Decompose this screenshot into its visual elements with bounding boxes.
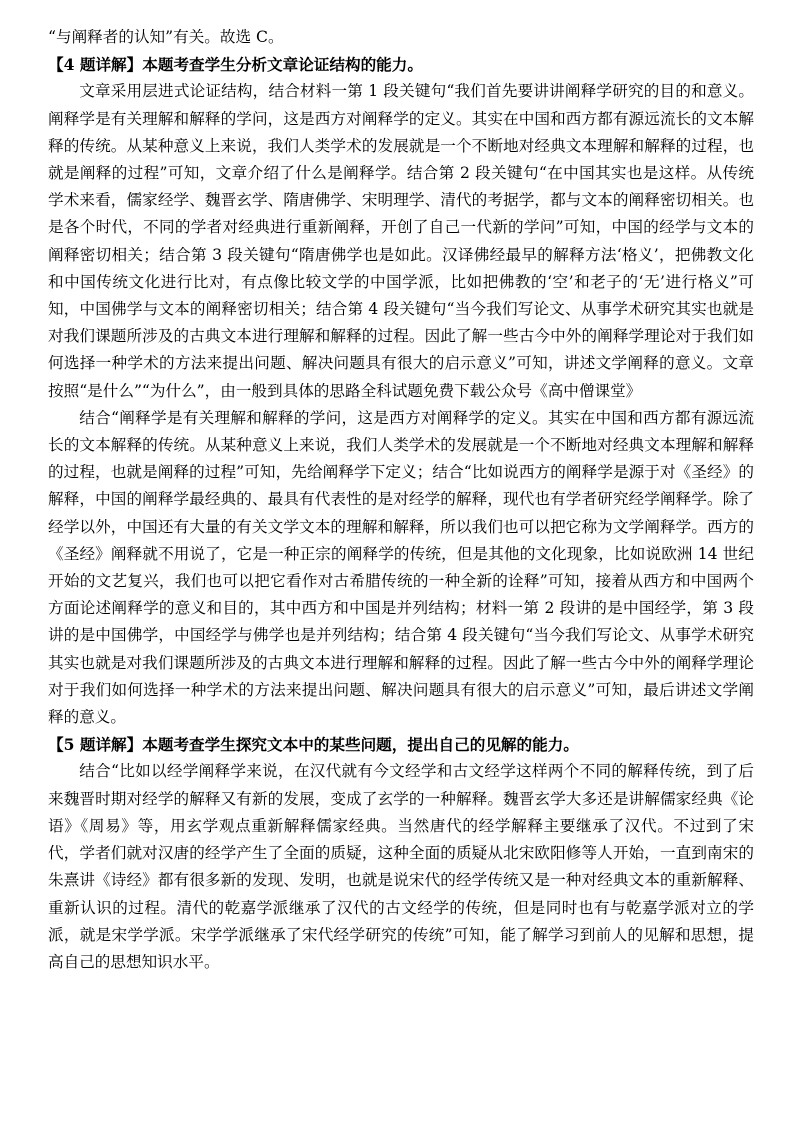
paragraph-q4-analysis-1: 文章采用层进式论证结构，结合材料一第 1 段关键句“我们首先要讲讲阐释学研究的目的和意义。阐释学是有关理解和解释的学问，这是西方对阐释学的定义。其实在中国和西方都有源远流长的文本解释的传统。从某种意义上来说，我们人类学术的发展就是一个不断地对经典文本理解和解释的过程，也就是阐释的过程”可知，文章介绍了什么是阐释学。结合第 2 段关键句“在中国其实也是这样。从传统学术来看，儒家经学、魏晋玄学、隋唐佛学、宋明理学、清代的考据学，都与文本的阐释密切相关。也是各个时代，不同的学者对经典进行重新阐释，开创了自己一代新的学问”可知，中国的经学与文本的阐释密切相关；结合第 3 段关键句“隋唐佛学也是如此。汉译佛经最早的解释方法‘格义’，把佛教文化和中国传统文化进行比对，有点像比较文学的中国学派，比如把佛教的‘空’和老子的‘无’进行格义”可知，中国佛学与文本的阐释密切相关；结合第 4 段关键句“当今我们写论文、从事学术研究其实也就是对我们课题所涉及的古典文本进行理解和解释的过程。因此了解一些古今中外的阐释学理论对于我们如何选择一种学术的方法来提出问题、解决问题具有很大的启示意义”可知，讲述文学阐释的意义。文章按照“是什么”“为什么”，由一般到具体的思路全科试题免费下载公众号《高中僧课堂》 xyxy=(48,82,754,400)
paragraph-q5-analysis: 结合“比如以经学阐释学来说，在汉代就有今文经学和古文经学这样两个不同的解释传统，到了后来魏晋时期对经学的解释又有新的发展，变成了玄学的一种解释。魏晋玄学大多还是讲解儒家经典《论语》《周易》等，用玄学观点重新解释儒家经典。当然唐代的经学解释主要继承了汉代。不过到了宋代，学者们就对汉唐的经学产生了全面的质疑，这种全面的质疑从北宋欧阳修等人开始，一直到南宋的朱熹讲《诗经》都有很多新的发现、发明，也就是说宋代的经学传统又是一种对经典文本的重新解释、重新认识的过程。清代的乾嘉学派继承了汉代的古文经学的传统，但是同时也有与乾嘉学派对立的学派，就是宋学学派。宋学学派继承了宋代经学研究的传统”可知，能了解学习到前人的见解和思想，提高自己的思想知识水平。 xyxy=(48,762,754,971)
question-4-heading xyxy=(48,51,754,78)
question-4-text: 本题考查学生分析文章论证结构的能力。 xyxy=(142,55,423,75)
question-4-label: 【4 题详解】 xyxy=(48,55,143,75)
paragraph-q3-conclusion: “与阐释者的认知”有关。故选 C。 xyxy=(48,28,284,46)
question-5-label: 【5 题详解】 xyxy=(48,735,143,755)
paragraph-q4-analysis-2: 结合“阐释学是有关理解和解释的学问，这是西方对阐释学的定义。其实在中国和西方都有源远流长的文本解释的传统。从某种意义上来说，我们人类学术的发展就是一个不断地对经典文本理解和解释的过程，也就是阐释的过程”可知，先给阐释学下定义；结合“比如说西方的阐释学是源于对《圣经》的解释，中国的阐释学最经典的、最具有代表性的是对经学的解释，现代也有学者研究经学阐释学。除了经学以外，中国还有大量的有关文学文本的理解和解释，所以我们也可以把它称为文学阐释学。西方的《圣经》阐释就不用说了，它是一种正宗的阐释学的传统，但是其他的文化现象，比如说欧洲 14 世纪开始的文艺复兴，我们也可以把它看作对古希腊传统的一种全新的诠释”可知，接着从西方和中国两个方面论述阐释学的意义和目的，其中西方和中国是并列结构；材料一第 2 段讲的是中国经学，第 3 段讲的是中国佛学，中国经学与佛学也是并列结构；结合第 4 段关键句“当今我们写论文、从事学术研究其实也就是对我们课题所涉及的古典文本进行理解和解释的过程。因此了解一些古今中外的阐释学理论对于我们如何选择一种学术的方法来提出问题、解决问题具有很大的启示意义”可知，最后讲述文学阐释的意义。 xyxy=(48,408,754,727)
question-5-heading xyxy=(48,731,754,758)
question-5-text: 本题考查学生探究文本中的某些问题，提出自己的见解的能力。 xyxy=(142,735,579,755)
